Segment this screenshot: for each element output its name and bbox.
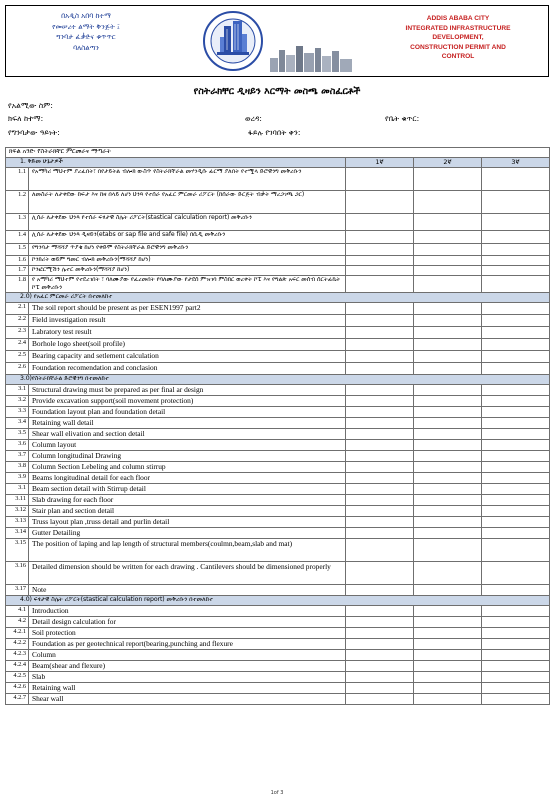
check-cell-3[interactable] (482, 327, 550, 339)
check-cell-3[interactable] (482, 266, 550, 276)
table-row (6, 244, 550, 256)
item-text: Note (29, 585, 346, 596)
page-footer: 1of 3 (270, 790, 284, 796)
check-cell-1[interactable] (346, 528, 414, 539)
check-cell-3[interactable] (482, 606, 550, 617)
check-cell-2[interactable] (414, 327, 482, 339)
item-number: 3.3 (6, 407, 29, 418)
item-number: 3.1 (6, 385, 29, 396)
check-cell-3[interactable] (482, 385, 550, 396)
check-cell-1[interactable] (346, 606, 414, 617)
check-cell-1[interactable] (346, 276, 414, 293)
item-text: Column Section Lebeling and column stirrup (29, 462, 346, 473)
item-number: 1.2 (6, 191, 29, 214)
check-cell-2[interactable] (414, 606, 482, 617)
item-number: 3.4 (6, 418, 29, 429)
file-date-field: ፋይሉ የገባበት ቀን: (248, 128, 301, 137)
check-cell-1[interactable] (346, 672, 414, 683)
table-row (6, 168, 550, 191)
check-cell-2[interactable] (414, 628, 482, 639)
item-number: 3.5 (6, 429, 29, 440)
check-cell-1[interactable] (346, 462, 414, 473)
table-row (6, 266, 550, 276)
check-cell-1[interactable] (346, 396, 414, 407)
check-cell-3[interactable] (482, 429, 550, 440)
building-type-field: የግንባታው ዓይነት: (8, 128, 60, 137)
check-cell-3[interactable] (482, 363, 550, 375)
table-row (6, 351, 550, 363)
table-row (6, 617, 550, 628)
check-cell-2[interactable] (414, 451, 482, 462)
item-number: 3.9 (6, 473, 29, 484)
table-row (6, 276, 550, 293)
table-row (6, 440, 550, 451)
check-cell-3[interactable] (482, 256, 550, 266)
check-cell-3[interactable] (482, 672, 550, 683)
check-cell-3[interactable] (482, 351, 550, 363)
check-cell-1[interactable] (346, 168, 414, 191)
section-3-header-row (6, 375, 550, 385)
table-row (6, 694, 550, 705)
table-row (6, 517, 550, 528)
check-cell-3[interactable] (482, 628, 550, 639)
check-cell-3[interactable] (482, 451, 550, 462)
table-row (6, 231, 550, 244)
table-row (6, 683, 550, 694)
check-cell-1[interactable] (346, 231, 414, 244)
check-cell-3[interactable] (482, 440, 550, 451)
table-row (6, 672, 550, 683)
authority-logo (202, 10, 264, 72)
check-cell-2[interactable] (414, 191, 482, 214)
item-number: 1.8 (6, 276, 29, 293)
item-text: Retaining wall (29, 683, 346, 694)
subcity-field: ክፍለ ከተማ: (8, 114, 44, 123)
item-text: Shear wall (29, 694, 346, 705)
check-cell-3[interactable] (482, 191, 550, 214)
check-cell-2[interactable] (414, 539, 482, 562)
item-text: Slab (29, 672, 346, 683)
check-cell-2[interactable] (414, 639, 482, 650)
item-text: Detailed dimension should be written for each drawing . Cantilevers should be dimensioned properly (29, 562, 346, 585)
item-text: Beam section detail with Stirrup detail (29, 484, 346, 495)
item-text: Beam(shear and flexure) (29, 661, 346, 672)
table-row (6, 396, 550, 407)
check-cell-3[interactable] (482, 639, 550, 650)
table-row (6, 506, 550, 517)
item-number: 4.2.5 (6, 672, 29, 683)
check-cell-2[interactable] (414, 473, 482, 484)
item-number: 3.14 (6, 528, 29, 539)
check-cell-2[interactable] (414, 315, 482, 327)
table-row (6, 315, 550, 327)
check-cell-3[interactable] (482, 168, 550, 191)
table-row (6, 484, 550, 495)
table-row (6, 473, 550, 484)
table-row (6, 429, 550, 440)
check-cell-2[interactable] (414, 276, 482, 293)
check-cell-3[interactable] (482, 339, 550, 351)
check-cell-2[interactable] (414, 231, 482, 244)
woreda-field: ወረዳ: (245, 114, 262, 123)
table-row (6, 451, 550, 462)
check-cell-1[interactable] (346, 451, 414, 462)
item-text: Slab drawing for each floor (29, 495, 346, 506)
table-row (6, 407, 550, 418)
item-number: 2.5 (6, 351, 29, 363)
english-authority-name: ADDIS ABABA CITY INTEGRATED INFRASTRUCTURE DEVELOPMENT, CONSTRUCTION PERMIT AND CONTROL (405, 15, 511, 60)
item-text: Detail design calculation for (29, 617, 346, 628)
table-row (6, 363, 550, 375)
item-text: The soil report should be present as per ESEN1997 part2 (29, 303, 346, 315)
check-cell-2[interactable] (414, 385, 482, 396)
table-row (6, 628, 550, 639)
check-cell-3[interactable] (482, 517, 550, 528)
item-text: Borhole logo sheet(soil profile) (29, 339, 346, 351)
item-number: 1.6 (6, 256, 29, 266)
table-row (6, 418, 550, 429)
item-text: Introduction (29, 606, 346, 617)
item-text: The position of laping and lap length of structural members(coulmn,beam,slab and mat) (29, 539, 346, 562)
check-cell-2[interactable] (414, 528, 482, 539)
check-cell-1[interactable] (346, 363, 414, 375)
check-cell-2[interactable] (414, 339, 482, 351)
check-cell-2[interactable] (414, 266, 482, 276)
check-cell-1[interactable] (346, 418, 414, 429)
check-cell-3[interactable] (482, 244, 550, 256)
section-2-title: 2.0) የአፈር ምርመራ ሪፖርት በተመለከተ (6, 293, 550, 303)
table-row (6, 639, 550, 650)
item-number: 3.6 (6, 440, 29, 451)
item-number: 1.3 (6, 214, 29, 231)
item-text: ለመስራት ለታቀደው ከፍታ እና ከዛ በላይ ለሆነ ህንጻ የተሰራ የአፈር ምርመራ ሪፖርት (ከሰራው ድርጅት ብቃት ማረጋገጫ ጋር) (29, 191, 346, 214)
check-cell-3[interactable] (482, 650, 550, 661)
check-column-2: 2ኛ (414, 158, 482, 168)
item-text: ኮንክሪት ወይም ግመር ብሎክ መቅረቡን(ማሻሻያ ከሆነ) (29, 256, 346, 266)
check-cell-2[interactable] (414, 617, 482, 628)
check-cell-2[interactable] (414, 495, 482, 506)
check-cell-3[interactable] (482, 315, 550, 327)
check-cell-1[interactable] (346, 266, 414, 276)
check-cell-3[interactable] (482, 661, 550, 672)
table-row (6, 528, 550, 539)
check-cell-2[interactable] (414, 256, 482, 266)
check-cell-3[interactable] (482, 506, 550, 517)
letterhead (5, 5, 549, 77)
check-cell-2[interactable] (414, 661, 482, 672)
table-row (6, 462, 550, 473)
item-text: Column longitudinal Drawing (29, 451, 346, 462)
check-cell-1[interactable] (346, 351, 414, 363)
item-text: Structural drawing must be prepared as per final ar design (29, 385, 346, 396)
table-row (6, 585, 550, 596)
item-number: 2.1 (6, 303, 29, 315)
check-cell-3[interactable] (482, 528, 550, 539)
check-cell-2[interactable] (414, 429, 482, 440)
check-cell-1[interactable] (346, 683, 414, 694)
check-cell-1[interactable] (346, 473, 414, 484)
house-number-field: የቤት ቁጥር: (385, 114, 420, 123)
check-cell-2[interactable] (414, 407, 482, 418)
checklist-table (5, 147, 550, 705)
check-cell-1[interactable] (346, 191, 414, 214)
check-cell-3[interactable] (482, 617, 550, 628)
item-number: 2.4 (6, 339, 29, 351)
item-number: 2.3 (6, 327, 29, 339)
item-number: 4.2.4 (6, 661, 29, 672)
check-cell-2[interactable] (414, 440, 482, 451)
check-cell-1[interactable] (346, 339, 414, 351)
item-number: 2.6 (6, 363, 29, 375)
document-title: የስትራክቸር ዲዛይን እርማት መስጫ መስፈርቶች (193, 86, 361, 97)
check-cell-2[interactable] (414, 517, 482, 528)
table-row (6, 303, 550, 315)
item-text: Field investigation result (29, 315, 346, 327)
check-cell-1[interactable] (346, 661, 414, 672)
table-row (6, 327, 550, 339)
owner-name-field: የአልሚው ስም: (8, 101, 53, 110)
check-cell-1[interactable] (346, 639, 414, 650)
check-cell-3[interactable] (482, 473, 550, 484)
item-number: 1.7 (6, 266, 29, 276)
item-number: 4.2.2 (6, 639, 29, 650)
item-number: 3.7 (6, 451, 29, 462)
item-number: 4.2.1 (6, 628, 29, 639)
item-number: 3.8 (6, 462, 29, 473)
item-number: 4.2.7 (6, 694, 29, 705)
part-one-heading: ክፍል አንድ፡ የስትራክቸር ምርመራና ማጣራት (6, 148, 550, 158)
check-cell-1[interactable] (346, 628, 414, 639)
check-cell-2[interactable] (414, 214, 482, 231)
check-cell-3[interactable] (482, 462, 550, 473)
table-row (6, 650, 550, 661)
item-text: Provide excavation support(soil movement protection) (29, 396, 346, 407)
check-cell-1[interactable] (346, 214, 414, 231)
check-cell-3[interactable] (482, 585, 550, 596)
column-header-row (6, 158, 550, 168)
check-cell-2[interactable] (414, 484, 482, 495)
item-text: Beams longitudinal detail for each floor (29, 473, 346, 484)
table-top-header (6, 148, 550, 158)
item-text: Retaining wall detail (29, 418, 346, 429)
check-cell-1[interactable] (346, 539, 414, 562)
check-cell-3[interactable] (482, 418, 550, 429)
item-number: 3.16 (6, 562, 29, 585)
check-cell-2[interactable] (414, 363, 482, 375)
check-cell-1[interactable] (346, 385, 414, 396)
check-cell-1[interactable] (346, 256, 414, 266)
check-cell-1[interactable] (346, 303, 414, 315)
check-cell-2[interactable] (414, 650, 482, 661)
item-text: የግንባታ ማሻሻያ ጥያቄ ከሆነ የቀድሞ የስትራክቸራል ድሮዊንግ መቅረቡን (29, 244, 346, 256)
item-number: 3.1 (6, 484, 29, 495)
check-cell-2[interactable] (414, 694, 482, 705)
check-cell-1[interactable] (346, 484, 414, 495)
check-cell-3[interactable] (482, 303, 550, 315)
check-cell-2[interactable] (414, 506, 482, 517)
check-cell-3[interactable] (482, 539, 550, 562)
item-text: Foundation layout plan and foundation detail (29, 407, 346, 418)
item-text: ሊሰራ ለታቀደው ህንጻ የተሰራ ፍፃታዊ ስሌት ሪፖርት(stastical calculation report) መቅረቡን (29, 214, 346, 231)
table-row (6, 539, 550, 562)
item-number: 3.13 (6, 517, 29, 528)
table-row (6, 191, 550, 214)
check-cell-3[interactable] (482, 214, 550, 231)
check-cell-2[interactable] (414, 396, 482, 407)
section-4-header-row (6, 596, 550, 606)
check-cell-3[interactable] (482, 562, 550, 585)
table-row (6, 606, 550, 617)
item-text: Foundation as per geotechnical report(bearing,punching and flexure (29, 639, 346, 650)
check-cell-3[interactable] (482, 495, 550, 506)
check-cell-1[interactable] (346, 407, 414, 418)
check-cell-1[interactable] (346, 650, 414, 661)
item-text: ኮንፎርሚሽን ሌተር መቅረቡን(ማሻሻያ ከሆነ) (29, 266, 346, 276)
table-row (6, 256, 550, 266)
section-4-title: 4.0) ፍፃታዊ ስሌት ሪፖርት(stastical calculation report) መቅረቡን በተመለከተ (6, 596, 550, 606)
amharic-authority-name: በአዲስ አበባ ከተማ የመሠረተ ልማት ቅንጅት ፤ ግንባታ ፈቃድና ቁጥጥር ባለስልጣን (52, 12, 120, 52)
item-text: Column (29, 650, 346, 661)
check-cell-2[interactable] (414, 562, 482, 585)
item-text: የአማካሪ ማህተም ያረፈበት፣ በየታይትል ብሎክ ውስጥ የስትራክቸራል መሃንዲሱ ፊርማ ያለበት የተሟላ ድሮዊንግ መቅረቡን (29, 168, 346, 191)
check-cell-1[interactable] (346, 440, 414, 451)
check-cell-1[interactable] (346, 517, 414, 528)
check-cell-1[interactable] (346, 617, 414, 628)
check-cell-2[interactable] (414, 244, 482, 256)
check-cell-1[interactable] (346, 495, 414, 506)
item-text: Shear wall elivation and section detail (29, 429, 346, 440)
check-cell-1[interactable] (346, 244, 414, 256)
check-cell-1[interactable] (346, 562, 414, 585)
item-number: 3.11 (6, 495, 29, 506)
check-cell-3[interactable] (482, 231, 550, 244)
check-cell-1[interactable] (346, 694, 414, 705)
item-text: Foundation recomendation and conclasion (29, 363, 346, 375)
item-number: 4.2.6 (6, 683, 29, 694)
check-cell-3[interactable] (482, 407, 550, 418)
check-cell-2[interactable] (414, 303, 482, 315)
section-3-title: 3.0)የስትራክቸራል ድሮዊንግ በተመለከተ (6, 375, 550, 385)
item-number: 3.15 (6, 539, 29, 562)
item-text: Labratory test result (29, 327, 346, 339)
item-text: Stair plan and section detail (29, 506, 346, 517)
check-cell-2[interactable] (414, 351, 482, 363)
item-text: Bearing capacity and setlement calculation (29, 351, 346, 363)
item-text: Column layout (29, 440, 346, 451)
skyline-graphic (268, 44, 354, 72)
item-text: Truss layout plan ,truss detail and purlin detail (29, 517, 346, 528)
table-row (6, 562, 550, 585)
check-cell-1[interactable] (346, 506, 414, 517)
item-text: የ አማካሪ ማህተም የተደረገበት ፣ ባለሙያው የፈረመበት የባለሙያው የታደሰ ምዝገባ ምስክር ወረቀት ኮፒ እና የግልጽ አፍር መሰብ ሰርትፊኬት ኮፒ መቅረቡን (29, 276, 346, 293)
check-cell-1[interactable] (346, 585, 414, 596)
table-row (6, 661, 550, 672)
item-number: 3.2 (6, 396, 29, 407)
check-cell-2[interactable] (414, 585, 482, 596)
checklist-body (6, 148, 550, 705)
item-number: 3.17 (6, 585, 29, 596)
check-cell-2[interactable] (414, 418, 482, 429)
table-row (6, 214, 550, 231)
item-number: 4.2 (6, 617, 29, 628)
item-number: 2.2 (6, 315, 29, 327)
item-number: 4.1 (6, 606, 29, 617)
item-number: 1.1 (6, 168, 29, 191)
item-number: 3.12 (6, 506, 29, 517)
check-cell-1[interactable] (346, 429, 414, 440)
check-column-3: 3ኛ (482, 158, 550, 168)
item-text: ሊሰራ ለታቀደው ህንጻ ዲዛይን(etabs or sap file and safe file) በሲዲ መቅረቡን (29, 231, 346, 244)
item-number: 1.5 (6, 244, 29, 256)
item-number: 1.4 (6, 231, 29, 244)
item-text: Gutter Detailing (29, 528, 346, 539)
check-cell-3[interactable] (482, 276, 550, 293)
check-cell-2[interactable] (414, 683, 482, 694)
item-number: 4.2.3 (6, 650, 29, 661)
check-cell-3[interactable] (482, 694, 550, 705)
check-cell-2[interactable] (414, 672, 482, 683)
check-cell-2[interactable] (414, 462, 482, 473)
table-row (6, 339, 550, 351)
table-row (6, 495, 550, 506)
section-1-title: 1. ቅድመ ሁኔታዎች (6, 158, 346, 168)
check-cell-1[interactable] (346, 327, 414, 339)
check-column-1: 1ኛ (346, 158, 414, 168)
check-cell-2[interactable] (414, 168, 482, 191)
item-text: Soil protection (29, 628, 346, 639)
check-cell-1[interactable] (346, 315, 414, 327)
check-cell-3[interactable] (482, 396, 550, 407)
section-2-header-row (6, 293, 550, 303)
check-cell-3[interactable] (482, 484, 550, 495)
check-cell-3[interactable] (482, 683, 550, 694)
table-row (6, 385, 550, 396)
